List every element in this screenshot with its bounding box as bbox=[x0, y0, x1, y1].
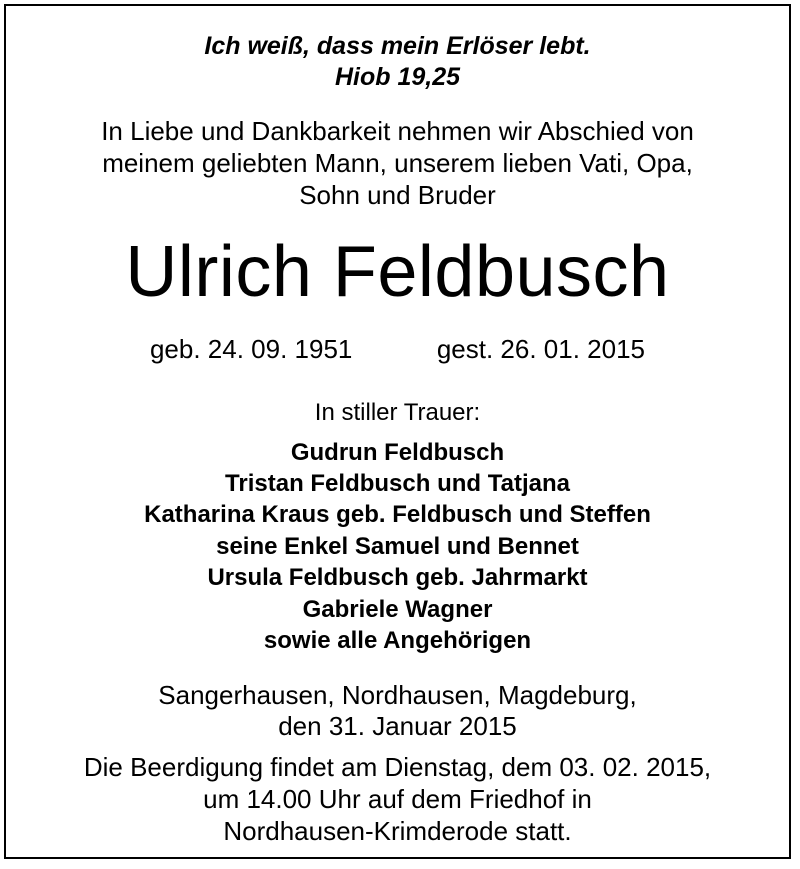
mourner-name: Katharina Kraus geb. Feldbusch und Steffen bbox=[144, 501, 651, 528]
birth-date: geb. 24. 09. 1951 bbox=[149, 334, 353, 364]
funeral-info-line: Nordhausen-Krimderode statt. bbox=[223, 816, 572, 846]
mourner-name: seine Enkel Samuel und Bennet bbox=[216, 533, 579, 560]
bible-verse-reference: Hiob 19,25 bbox=[334, 63, 461, 91]
deceased-name: Ulrich Feldbusch bbox=[125, 232, 670, 312]
mourner-name: sowie alle Angehörigen bbox=[263, 627, 532, 654]
intro-line: In Liebe und Dankbarkeit nehmen wir Abschied von bbox=[101, 116, 694, 146]
mourning-heading: In stiller Trauer: bbox=[314, 399, 481, 426]
obituary-notice bbox=[4, 4, 791, 859]
funeral-info-line: um 14.00 Uhr auf dem Friedhof in bbox=[203, 784, 592, 814]
bible-verse-quote: Ich weiß, dass mein Erlöser lebt. bbox=[204, 32, 591, 60]
intro-line: Sohn und Bruder bbox=[299, 180, 496, 210]
intro-line: meinem geliebten Mann, unserem lieben Vati, Opa, bbox=[102, 148, 693, 178]
mourner-name: Gudrun Feldbusch bbox=[290, 439, 505, 466]
mourner-name: Ursula Feldbusch geb. Jahrmarkt bbox=[207, 564, 588, 591]
life-dates bbox=[6, 334, 789, 365]
place-line: Sangerhausen, Nordhausen, Magdeburg, bbox=[158, 680, 637, 710]
mourner-name: Gabriele Wagner bbox=[302, 596, 493, 623]
mourner-name: Tristan Feldbusch und Tatjana bbox=[225, 470, 570, 497]
funeral-info-line: Die Beerdigung findet am Dienstag, dem 03. 02. 2015, bbox=[83, 752, 712, 782]
death-date: gest. 26. 01. 2015 bbox=[436, 334, 646, 364]
date-line: den 31. Januar 2015 bbox=[278, 711, 517, 741]
